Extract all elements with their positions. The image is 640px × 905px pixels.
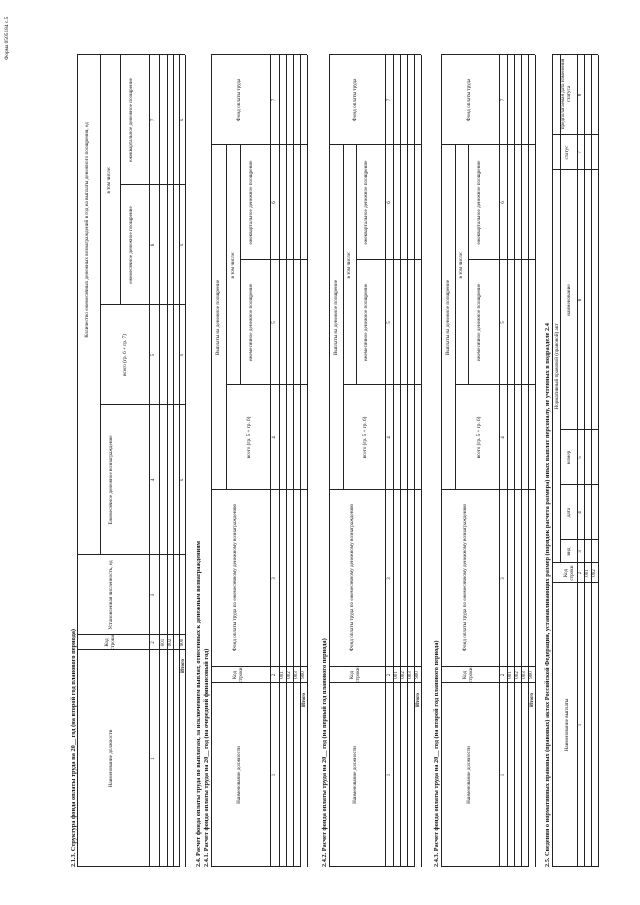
header-position-name: Наименование должности	[108, 729, 114, 788]
col-number: 2	[501, 673, 506, 677]
row-code: 001	[161, 638, 166, 647]
header-payment-name: Наименование выплаты	[564, 698, 570, 752]
col-number: 3	[387, 577, 392, 580]
header-legal-act: Нормативный правовой (правовой) акт	[554, 323, 560, 410]
x-mark: x	[180, 243, 185, 247]
header-row-code: Код строки	[349, 667, 361, 683]
col-number: 3	[272, 577, 277, 580]
section-title-2-4-1: 2.4.1. Расчет фонда оплаты труда на 20__ год (на очередной финансовый год)	[203, 648, 210, 867]
col-number: 2	[387, 673, 392, 677]
col-number: 2	[578, 571, 583, 575]
col-number: 7	[387, 98, 392, 102]
col-number: 7	[578, 151, 583, 154]
total-code: 900	[415, 671, 420, 679]
header-monthly-bonus: ежемесячное денежное поощрение	[476, 283, 482, 362]
col-number: 1	[272, 773, 277, 777]
col-number: 6	[151, 243, 156, 247]
header-total-6-7: всего (гр. 6 + гр. 7)	[122, 334, 128, 376]
col-number: 6	[501, 201, 506, 204]
row-code: 002	[592, 569, 597, 577]
header-type: вид	[566, 547, 572, 556]
header-bonus-payments: Выплаты на денежное поощрение	[445, 279, 451, 356]
row-code: 003	[408, 671, 413, 679]
col-number: 5	[501, 321, 506, 324]
col-number: 4	[387, 436, 392, 439]
row-code: 002	[287, 671, 292, 679]
header-bonus-payments: Выплаты на денежное поощрение	[215, 279, 221, 356]
row-code: 003	[522, 671, 527, 679]
header-position-name: Наименование должности	[466, 746, 472, 804]
header-total-5-6: всего (гр. 5 + гр. 6)	[246, 416, 252, 459]
header-fot-monthly: Фонд оплаты труда по ежемесячному денежному вознаграждению	[232, 503, 238, 652]
col-number: 4	[578, 511, 583, 514]
col-number: 6	[387, 201, 392, 204]
col-number: 2	[272, 673, 277, 677]
header-including: в том числе:	[458, 251, 464, 279]
section-title-2-5: 2.5. Сведения о нормативных правовых (правовых) актах Российской Федерации, устанавливающих размер (порядок расчета размера) иных выплат персоналу, не учтенных в подразделе 2.4	[544, 323, 551, 867]
header-row-code: Код строки	[462, 667, 474, 683]
col-number: 5	[578, 456, 583, 459]
header-quarterly-bonus: ежеквартальное денежное поощрение	[476, 160, 482, 245]
col-number: 7	[272, 98, 277, 102]
col-number: 1	[501, 773, 506, 777]
header-quarterly-bonus: ежеквартальное денежное поощрение	[128, 78, 134, 162]
header-monthly-remuneration: Ежемесячное денежное вознаграждение	[108, 435, 114, 525]
header-row-code: Код строки	[232, 667, 244, 683]
section-title-2-4: 2.4. Расчет фонда оплаты труда по выплатам, за исключением выплат, отнесенных к денежным вознаграждениям	[195, 541, 202, 867]
col-number: 6	[272, 201, 277, 204]
header-total-5-6: всего (гр. 5 + гр. 6)	[476, 416, 482, 459]
col-number: 5	[272, 321, 277, 324]
x-mark: x	[180, 118, 185, 122]
col-number: 6	[578, 298, 583, 302]
header-date: дата	[566, 507, 572, 518]
header-monthly-bonus: ежемесячное денежное поощрение	[128, 206, 134, 284]
header-bonus-payments: Выплаты на денежное поощрение	[333, 279, 339, 356]
header-including: в том числе:	[230, 251, 236, 279]
header-row-code: Код строки	[104, 634, 116, 650]
total-label: Итого	[301, 693, 307, 707]
x-mark: x	[180, 478, 185, 482]
header-wage-fund: Фонд оплаты труда	[236, 78, 242, 122]
header-monthly-bonus: ежемесячное денежное поощрение	[248, 283, 254, 362]
col-number: 3	[151, 593, 156, 597]
header-position-name: Наименование должности	[352, 746, 358, 804]
col-number: 5	[387, 321, 392, 324]
section-title-2-4-3: 2.4.3. Расчет фонда оплаты труда на 20__ год (на второй год планового периода)	[433, 640, 440, 867]
row-code: 001	[508, 671, 513, 679]
col-number: 4	[151, 478, 156, 482]
header-remuneration-count: Количество ежемесячных денежных вознаграждений в год на выплаты денежного поощрения, ед	[84, 122, 90, 338]
header-quarterly-bonus: ежеквартальное денежное поощрение	[363, 160, 369, 245]
total-label: Итого	[529, 693, 535, 707]
row-code: 001	[280, 671, 285, 679]
form-code: Форма 0505184 с.5	[4, 16, 10, 60]
header-fot-monthly: Фонд оплаты труда по ежемесячному денежному вознаграждению	[349, 503, 355, 652]
col-number: 4	[501, 436, 506, 439]
row-code: 003	[294, 671, 299, 679]
row-code: 002	[401, 671, 406, 679]
row-code: 002	[168, 638, 173, 647]
header-monthly-bonus: ежемесячное денежное поощрение	[363, 283, 369, 362]
header-row-code: Код строки	[563, 565, 575, 581]
header-wage-fund: Фонд оплаты труда	[466, 78, 472, 122]
col-number: 3	[578, 550, 583, 553]
x-mark: x	[180, 353, 185, 357]
header-act-name: наименование	[566, 284, 572, 316]
header-quarterly-bonus: ежеквартальное денежное поощрение	[248, 160, 254, 245]
total-code: 900	[301, 671, 306, 679]
header-including: в том числе:	[346, 251, 352, 279]
col-number: 4	[272, 436, 277, 439]
header-status-change-date: предполагаемая дата изменения статуса	[560, 58, 572, 130]
header-position-name: Наименование должности	[236, 746, 242, 804]
row-code: 001	[394, 671, 399, 679]
header-including: в том числе:	[106, 166, 112, 194]
header-fot-monthly: Фонд оплаты труда по ежемесячному денежному вознаграждению	[462, 503, 468, 652]
section-title-2-4-2: 2.4.2. Расчет фонда оплаты труда на 20__ год (на первый год планового периода)	[321, 638, 328, 867]
header-number: номер	[566, 450, 572, 465]
total-label: Итого	[180, 659, 186, 673]
header-status: статус	[564, 145, 570, 160]
row-code: 002	[515, 671, 520, 679]
col-number: 1	[151, 757, 156, 760]
col-number: 5	[151, 353, 156, 357]
section-title-2-1-3: 2.1.3. Структура фонда оплаты труда на 20__ год (на второй год планового периода)	[70, 628, 77, 867]
header-established-headcount: Установленная численность, ед	[108, 560, 114, 630]
col-number: 7	[151, 118, 156, 122]
header-wage-fund: Фонд оплаты труда	[352, 78, 358, 122]
col-number: 8	[578, 93, 583, 97]
col-number: 2	[151, 641, 156, 644]
total-label: Итого	[415, 693, 421, 707]
col-number: 1	[578, 723, 583, 727]
total-code: 900	[529, 671, 534, 679]
col-number: 1	[387, 773, 392, 777]
row-code: 001	[585, 569, 590, 577]
header-total-5-6: всего (гр. 5 + гр. 6)	[362, 416, 368, 459]
col-number: 7	[501, 98, 506, 102]
total-code: 900	[180, 638, 185, 647]
col-number: 3	[501, 577, 506, 580]
